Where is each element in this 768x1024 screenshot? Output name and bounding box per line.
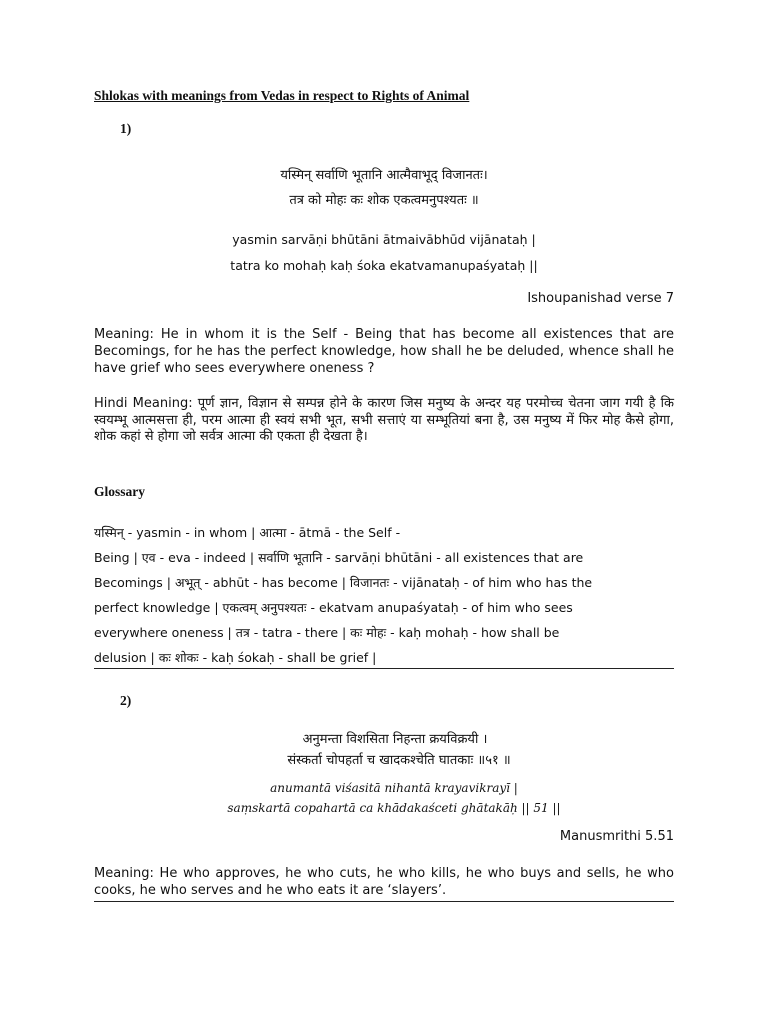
meaning-1: Meaning: He in whom it is the Self - Being that has become all existences that are Becomings, for he has the perfect knowledge, how shall he be deluded, whence shall he have grief who sees everywhere oneness ?	[94, 327, 674, 376]
glossary-block	[94, 520, 674, 670]
transliteration-1-line-2: tatra ko mohaḥ kaḥ śoka ekatvamanupaśyataḥ ||	[230, 258, 538, 273]
transliteration-2-line-2: saṃskartā copahartā ca khādakaśceti ghātakāḥ || 51 ||	[227, 801, 561, 815]
glossary-line-6: delusion | कः शोकः - kaḥ śokaḥ - shall be grief |	[94, 650, 377, 665]
section-divider-1	[94, 668, 674, 669]
shloka-number-1: 1)	[120, 121, 132, 136]
glossary-line-1: यस्मिन् - yasmin - in whom | आत्मा - ātmā - the Self -	[94, 525, 401, 540]
transliteration-2-line-1: anumantā viśasitā nihantā krayavikrayī |	[270, 781, 518, 795]
meaning-2: Meaning: He who approves, he who cuts, he who kills, he who buys and sells, he who cooks, he who serves and he who eats it are ‘slayers’.	[94, 866, 674, 898]
sanskrit-verse-2-line-2: संस्कर्ता चोपहर्ता च खादकश्चेति घातकाः ॥५१ ॥	[287, 753, 511, 768]
reference-2: Manusmrithi 5.51	[559, 829, 674, 844]
hindi-meaning-1: Hindi Meaning: पूर्ण ज्ञान, विज्ञान से सम्पन्न होने के कारण जिस मनुष्य के अन्दर यह परमोच्च चेतना जाग गयी है कि स्वयम्भू आत्मसत्ता ही, परम आत्मा ही स्वयं सभी भूत, सभी सत्ताएं या सम्भूतियां बना है, उस मनुष्य में फिर मोह कैसे होगा, शोक कहां से होगा जो सर्वत्र आत्मा की एकता ही देखता है।	[94, 396, 674, 444]
transliteration-1-line-1: yasmin sarvāṇi bhūtāni ātmaivābhūd vijānataḥ |	[232, 232, 536, 247]
glossary-line-5: everywhere oneness | तत्र - tatra - there | कः मोहः - kaḥ mohaḥ - how shall be	[94, 625, 560, 640]
reference-1: Ishoupanishad verse 7	[527, 291, 674, 306]
sanskrit-verse-1-line-2: तत्र को मोहः कः शोक एकत्वमनुपश्यतः ॥	[289, 193, 479, 208]
sanskrit-verse-1-line-1: यस्मिन् सर्वाणि भूतानि आत्मैवाभूद् विजानतः।	[280, 168, 488, 183]
glossary-line-2: Being | एव - eva - indeed | सर्वाणि भूतानि - sarvāṇi bhūtāni - all existences that are	[94, 550, 584, 565]
document-title: Shlokas with meanings from Vedas in respect to Rights of Animal	[94, 88, 470, 103]
sanskrit-verse-2-line-1: अनुमन्ता विशसिता निहन्ता क्रयविक्रयी ।	[302, 732, 488, 747]
glossary-heading: Glossary	[94, 484, 146, 499]
section-divider-2	[94, 901, 674, 902]
glossary-line-3: Becomings | अभूत् - abhūt - has become | विजानतः - vijānataḥ - of him who has the	[94, 575, 593, 590]
shloka-number-2: 2)	[120, 693, 132, 708]
glossary-line-4: perfect knowledge | एकत्वम् अनुपश्यतः - ekatvam anupaśyataḥ - of him who sees	[94, 600, 573, 615]
